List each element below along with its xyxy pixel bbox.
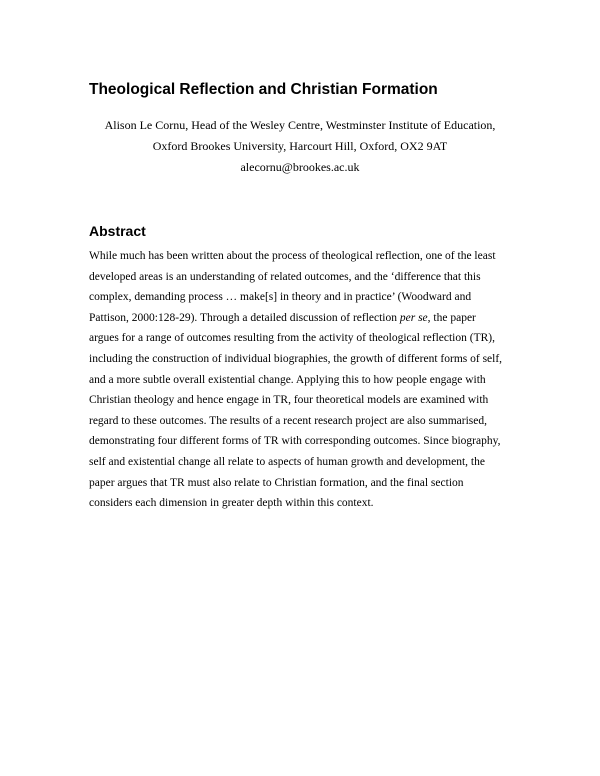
abstract-line-text: Pattison, 2000:128-29). Through a detailed discussion of reflection — [89, 311, 400, 324]
abstract-heading: Abstract — [89, 223, 146, 239]
abstract-body — [89, 246, 519, 514]
abstract-line-text: , the paper — [427, 311, 476, 324]
abstract-line: including the construction of individual biographies, the growth of different forms of self, — [89, 352, 503, 365]
abstract-line: Christian theology and hence engage in TR, four theoretical models are examined with — [89, 394, 489, 407]
abstract-line: self and existential change all relate to aspects of human growth and development, the — [89, 455, 485, 468]
abstract-line: paper argues that TR must also relate to Christian formation, and the final section — [89, 476, 464, 489]
author-address-line: Oxford Brookes University, Harcourt Hill, Oxford, OX2 9AT — [152, 139, 448, 153]
author-affiliation-line: Alison Le Cornu, Head of the Wesley Centre, Westminster Institute of Education, — [104, 118, 496, 132]
abstract-line: argues for a range of outcomes resulting from the activity of theological reflection (TR), — [89, 332, 495, 345]
abstract-line: While much has been written about the process of theological reflection, one of the least — [89, 250, 496, 262]
abstract-line: demonstrating four different forms of TR with corresponding outcomes. Since biography, — [89, 435, 501, 448]
abstract-line — [89, 308, 519, 329]
abstract-line: and a more subtle overall existential change. Applying this to how people engage with — [89, 373, 486, 386]
author-block — [0, 115, 600, 178]
author-email: alecornu@brookes.ac.uk — [240, 160, 360, 174]
abstract-line: complex, demanding process … make[s] in theory and in practice’ (Woodward and — [89, 291, 472, 304]
abstract-italic-phrase: per se — [399, 311, 428, 324]
abstract-line: regard to these outcomes. The results of a recent research project are also summarised, — [89, 414, 487, 427]
abstract-line: developed areas is an understanding of related outcomes, and the ‘difference that this — [89, 270, 481, 283]
abstract-line: considers each dimension in greater depth within this context. — [89, 497, 374, 510]
paper-title: Theological Reflection and Christian Formation — [89, 81, 438, 98]
